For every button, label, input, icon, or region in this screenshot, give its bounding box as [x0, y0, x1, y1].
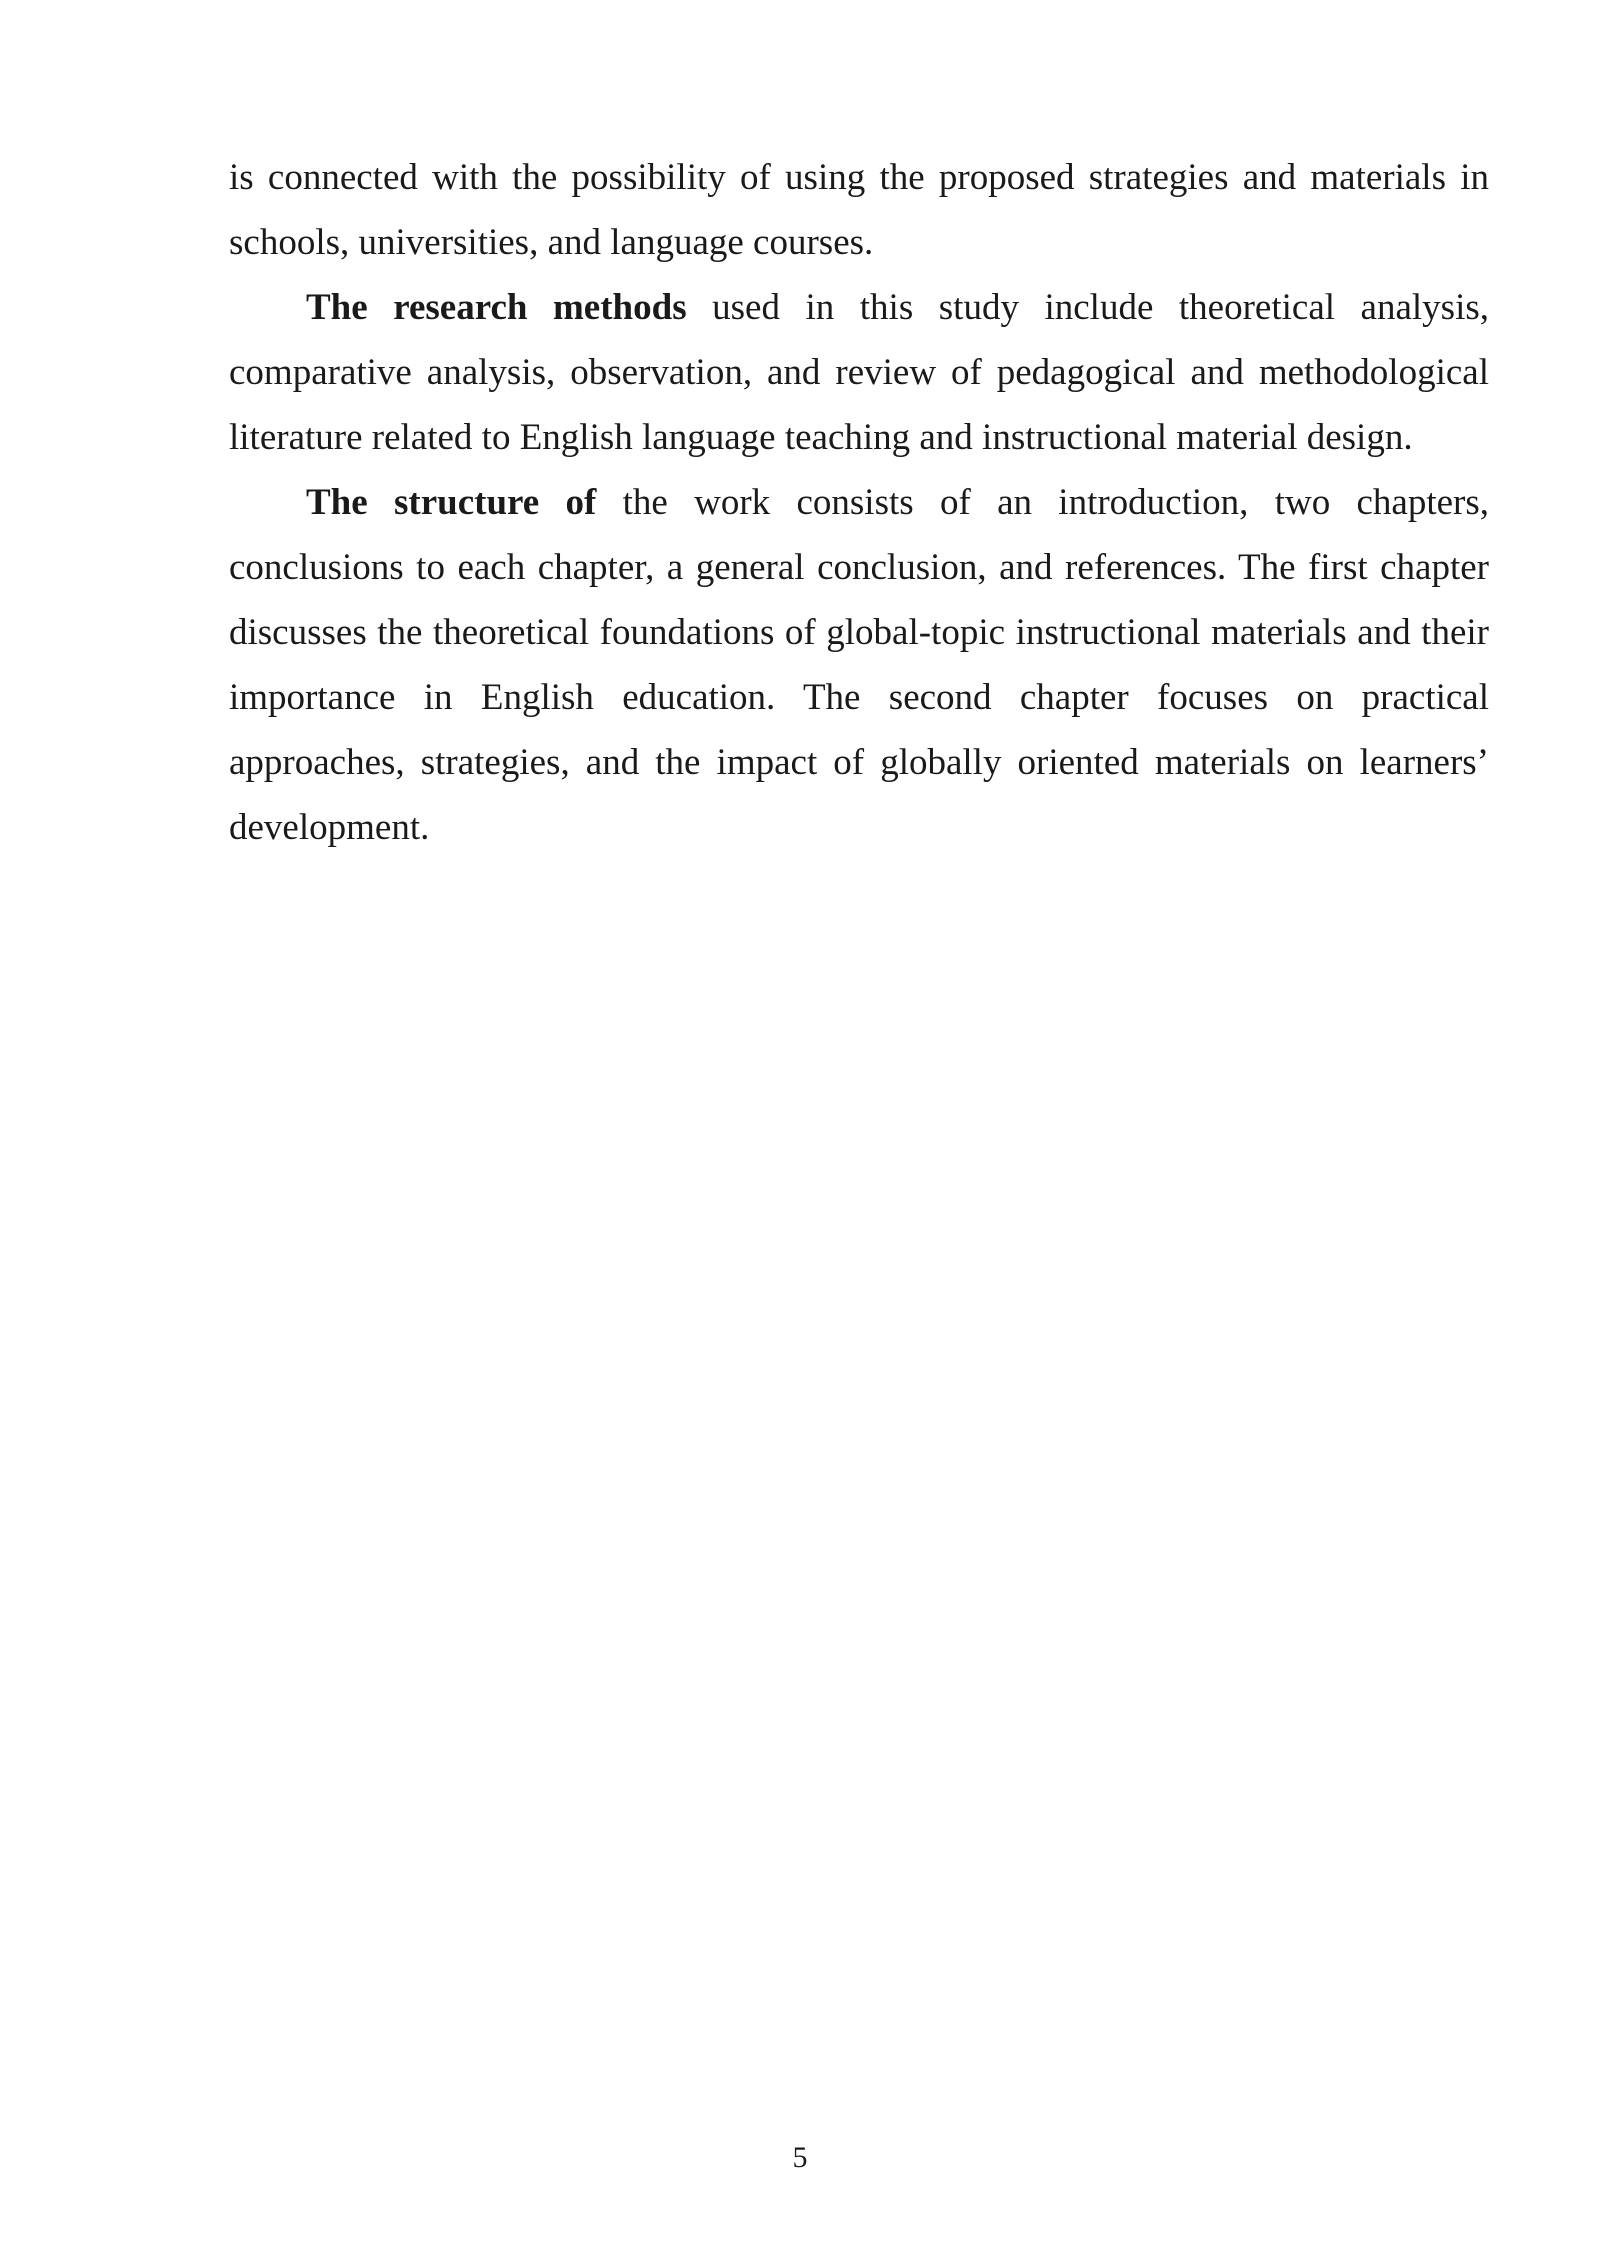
paragraph-lead: The research methods — [306, 287, 687, 328]
paragraph-text: is connected with the possibility of using the proposed strategies and materials in schools, universities, and language courses. — [229, 157, 1489, 263]
body-text — [229, 145, 1489, 860]
page-number: 5 — [792, 2141, 808, 2174]
paragraph-text: used in this study include theoretical analysis, comparative analysis, observation, and review of pedagogical and methodological literature related to English language teaching and instructional material design. — [229, 287, 1489, 458]
paragraph-research-methods — [229, 275, 1489, 470]
paragraph-text: the work consists of an introduction, two chapters, conclusions to each chapter, a general conclusion, and references. The first chapter discusses the theoretical foundations of global-topic instructional materials and their importance in English education. The second chapter focuses on practical approaches, strategies, and the impact of globally oriented materials on learners’ development. — [229, 482, 1490, 848]
paragraph-continuation — [229, 145, 1489, 275]
paragraph-lead: The structure of — [306, 482, 597, 523]
paragraph-structure — [229, 470, 1489, 860]
